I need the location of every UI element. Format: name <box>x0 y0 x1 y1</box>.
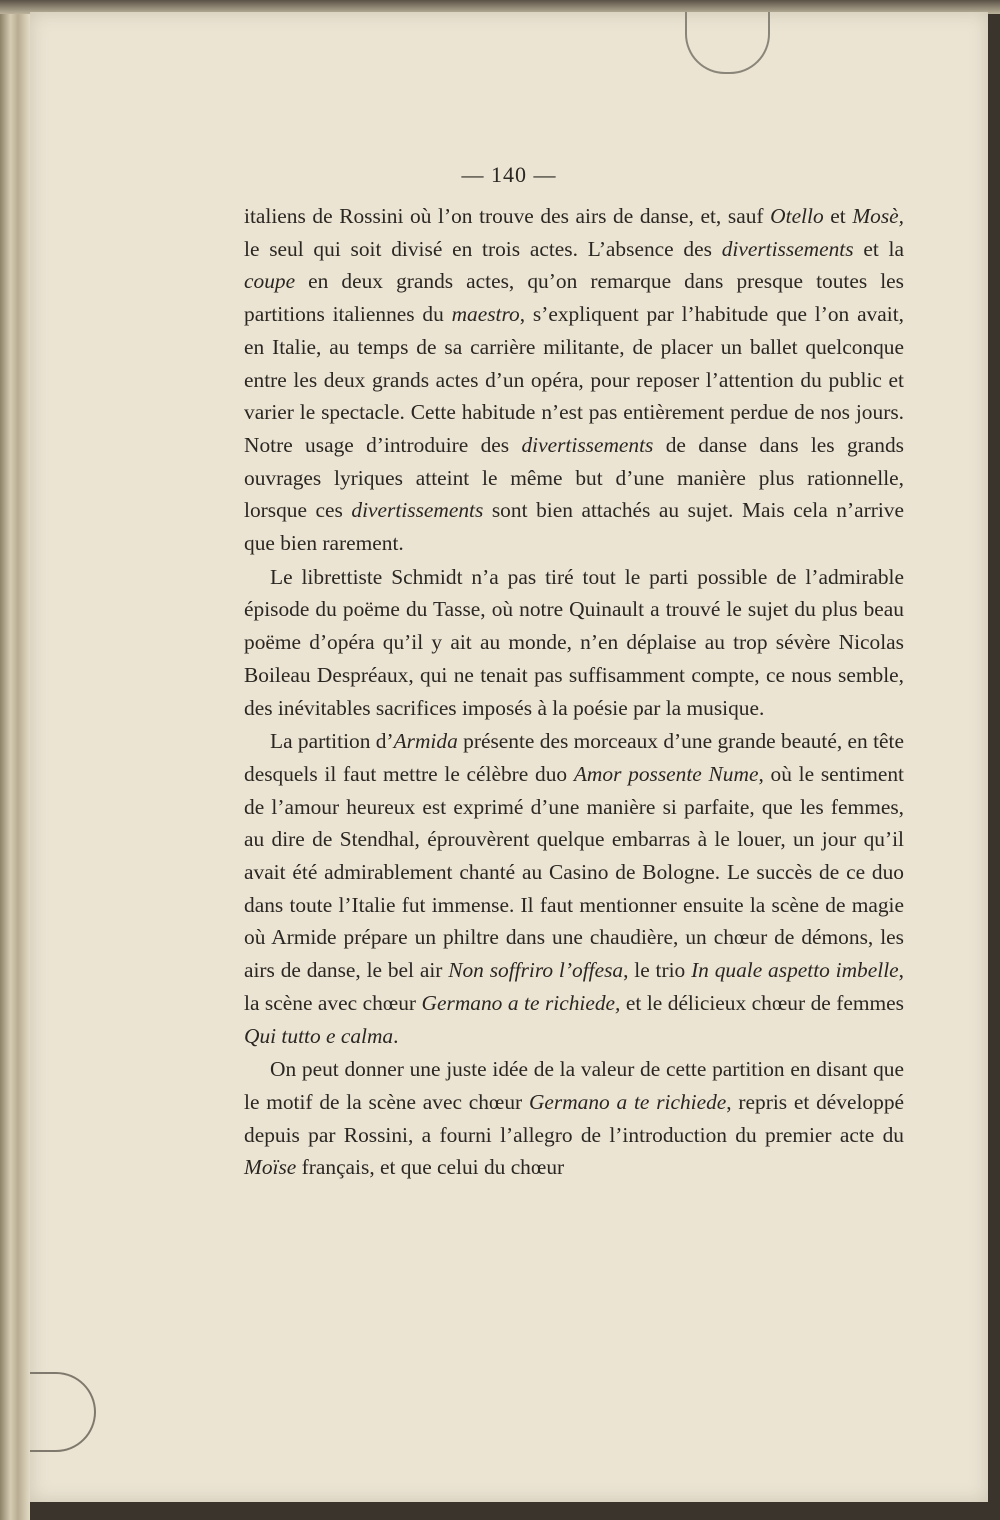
italic-text: divertissements <box>721 236 854 261</box>
paragraph <box>244 561 904 725</box>
text-run: et le délicieux chœur de femmes <box>620 990 904 1015</box>
text-run: Le librettiste Schmidt n’a pas tiré tout le parti possible de l’admirable épisode du poëme du Tasse, où notre Quinault a trouvé le sujet du plus beau poëme d’opéra qu’il y ait au monde, n’en déplaise au trop sévère Nicolas Boileau Despréaux, qui ne tenait pas suffisamment compte, ce nous semble, des inévitables sacrifices imposés à la poésie par la musique. <box>244 564 904 720</box>
page-clip <box>685 12 770 74</box>
italic-text: coupe <box>244 269 296 294</box>
italic-text: Amor possente Nume <box>573 761 759 786</box>
text-run: , où le sentiment de l’amour heureux est exprimé d’une manière si parfaite, que les femmes, au dire de Stendhal, éprouvèrent quelque embarras à le louer, un jour qu’il avait été admirablement chanté au Casino de Bologne. Le succès de ce duo dans toute l’Italie fut immense. Il faut mentionner ensuite la scène de magie où Armide prépare un philtre dans une chaudière, un chœur de démons, les airs de danse, le bel air <box>244 761 904 983</box>
italic-text: Mosè, <box>852 204 905 228</box>
page-number: — 140 — <box>461 162 557 187</box>
text-run: , repris et développé depuis par Rossini, a fourni l’allegro de l’introduction du premier acte du <box>244 1089 905 1147</box>
book-page <box>30 12 988 1502</box>
text-run: présente des morceaux d’une grande beauté, en tête desquels il faut mettre le célèbre duo <box>244 729 904 786</box>
text-run: La partition d’ <box>270 729 394 754</box>
italic-text: Germano a te richiede, <box>421 990 621 1015</box>
text-run: français, et que celui du chœur <box>296 1155 565 1180</box>
book-spine <box>0 0 30 1520</box>
italic-text: Non soffriro l’offesa <box>448 958 624 983</box>
text-run: , s’expliquent par l’habitude que l’on avait, en Italie, au temps de sa carrière militante, de placer un ballet quelconque entre les deux grands actes d’un opéra, pour reposer l’attention du public et varier le spectacle. Cette habitude n’est pas entièrement perdue de nos jours. Notre usage d’introduire des <box>244 302 904 457</box>
text-run: le seul qui soit divisé en trois actes. L’absence des <box>244 236 722 261</box>
italic-text: divertissements <box>521 432 654 457</box>
text-run: sont bien attachés au sujet. Mais cela n’arrive que bien rarement. <box>244 498 904 556</box>
italic-text: Moïse <box>244 1155 297 1180</box>
page-clip-left <box>30 1372 96 1452</box>
italic-text: In quale aspetto imbelle <box>691 958 899 983</box>
text-run: et <box>823 204 853 228</box>
text-run: et la <box>853 236 904 261</box>
italic-text: divertissements <box>351 498 484 523</box>
text-run: On peut donner une juste idée de la valeur de cette partition en disant que le motif de la scène avec chœur <box>244 1057 904 1114</box>
body-text <box>244 200 904 1184</box>
text-run: italiens de Rossini où l’on trouve des airs de danse, et, sauf <box>244 204 771 228</box>
italic-text: Armida <box>393 729 458 754</box>
text-run: , le trio <box>623 958 692 983</box>
paragraph <box>244 200 904 560</box>
text-run: de danse dans les grands ouvrages lyriques atteint le même but d’une manière plus rationnelle, lorsque ces <box>244 432 904 523</box>
italic-text: Otello <box>770 204 824 228</box>
paragraph <box>244 725 904 1052</box>
italic-text: Germano a te richiede <box>528 1089 727 1114</box>
text-run: . <box>393 1023 399 1048</box>
text-run: , la scène avec chœur <box>244 958 904 1015</box>
paragraph <box>244 1053 904 1184</box>
italic-text: Qui tutto e calma <box>244 1023 394 1048</box>
italic-text: maestro <box>451 302 520 327</box>
text-run: en deux grands actes, qu’on remarque dans presque toutes les partitions italiennes du <box>244 269 904 327</box>
